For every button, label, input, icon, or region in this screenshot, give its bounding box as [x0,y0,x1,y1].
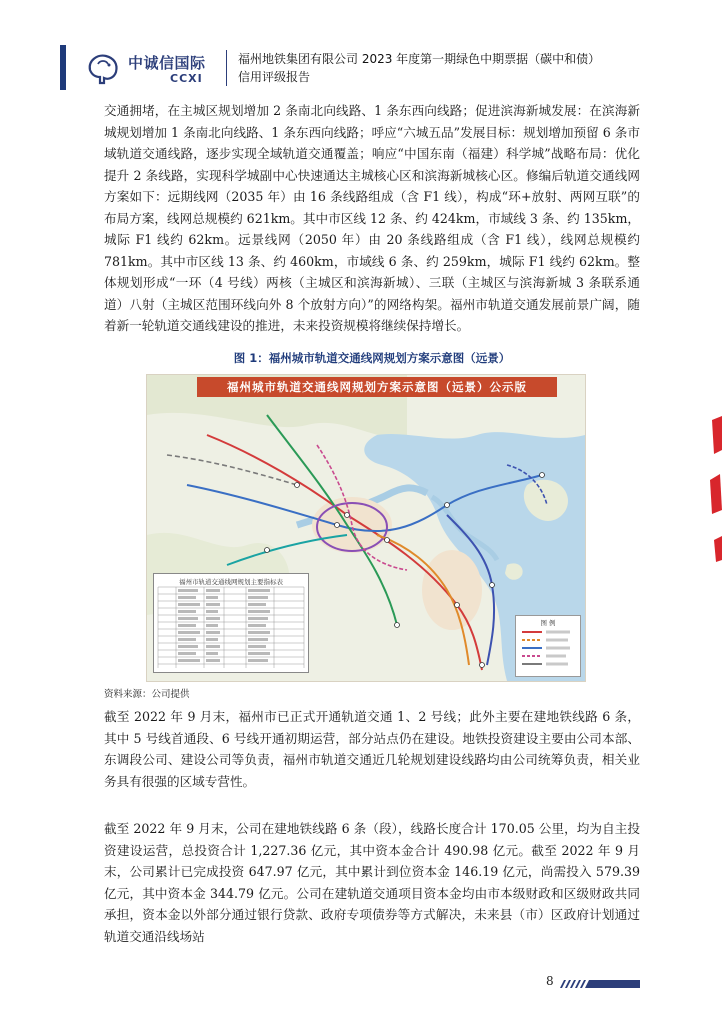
map-legend [515,615,581,677]
map-table-grid [154,574,308,672]
company-logo [84,46,204,90]
map-indicator-table [153,573,309,673]
figure-caption: 图 1：福州城市轨道交通线网规划方案示意图（远景） [233,351,511,365]
body-paragraph-3: 截至 2022 年 9 月末，公司在建地铁线路 6 条（段），线路长度合计 170.05 公里，均为自主投资建设运营，总投资合计 1,227.36 亿元，其中资本金合计 490.98 亿元。截至 2022 年 9 月末，公司累计已完成投资 647.97 亿元，其中累计到位资本金 146.19 亿元，尚需投入 579.39 亿元，其中资本金 344.79 亿元。公司在建轨道交通项目资本金均由市本级财政和区级财政共同承担，资本金以外部分通过银行贷款、政府专项债券等方式解决，未来县（市）区政府计划通过轨道交通沿线场站 [104,821,640,944]
elephant-logo-icon [84,50,124,86]
body-paragraph-1: 交通拥堵，在主城区规划增加 2 条南北向线路、1 条东西向线路；促进滨海新城发展：在滨海新城规划增加 1 条南北向线路、1 条东西向线路；呼应“六城五品”发展目标：规划增加预留 6 条市域轨道交通线路，逐步实现全域轨道交通覆盖；响应“中国东南（福建）科学城”战略布局：优化提升 2 条线路，实现科学城副中心快速通达主城核心区和滨海新城核心区。修编后轨道交通线网方案如下：远期线网（2035 年）由 16 条线路组成（含 F1 线），构成“环+放射、两网互联”的布局方案，线网总规模约 621km。其中市区线 12 条、约 424km，市域线 3 条、约 135km，城际 F1 线约 62km。远景线网（2050 年）由 20 条线路组成（含 F1 线），线网总规模约 781km。其中市区线 13 条、约 460km，市域线 6 条、约 259km，城际 F1 线约 62km。整体规划形成“一环（4 号线）两核（主城区和滨海新城）、三联（主城区与滨海新城 3 条联系通道）八射（主城区范围环线向外 8 个放射方向）”的网络构架。福州市轨道交通发展前景广阔，随着新一轮轨道交通线建设的推进，未来投资规模将继续保持增长。 [104,103,640,333]
map-legend-title: 图 例 [540,619,556,627]
figure-source: 资料来源：公司提供 [104,689,190,700]
logo-text-cn: 中诚信国际 [128,54,206,72]
report-title-line2: 信用评级报告 [238,70,311,84]
header-divider [226,50,227,86]
map-table-title: 福州市轨道交通线网规划主要指标表 [179,578,283,586]
body-paragraph-2: 截至 2022 年 9 月末，福州市已正式开通轨道交通 1、2 号线；此外主要在建地铁线路 6 条，其中 5 号线首通段、6 号线开通初期运营，部分站点仍在建设。地铁投资建设主要由公司本部、东调段公司、建设公司等负责，福州市轨道交通近几轮规划建设线路均由公司统筹负责，相关业务具有很强的区域专营性。 [104,709,640,789]
map-banner-title: 福州城市轨道交通线网规划方案示意图（远景）公示版 [197,377,557,397]
footer-stripe-decoration [560,980,640,988]
map-legend-symbols [516,616,580,676]
report-title [238,50,600,86]
rail-network-map [146,374,586,682]
page-number: 8 [546,974,554,988]
logo-text-en: CCXI [170,72,203,85]
header-accent-bar [60,45,66,90]
seal-stamp-icon [708,410,724,580]
report-title-line1: 福州地铁集团有限公司 2023 年度第一期绿色中期票据（碳中和债） [238,52,601,66]
